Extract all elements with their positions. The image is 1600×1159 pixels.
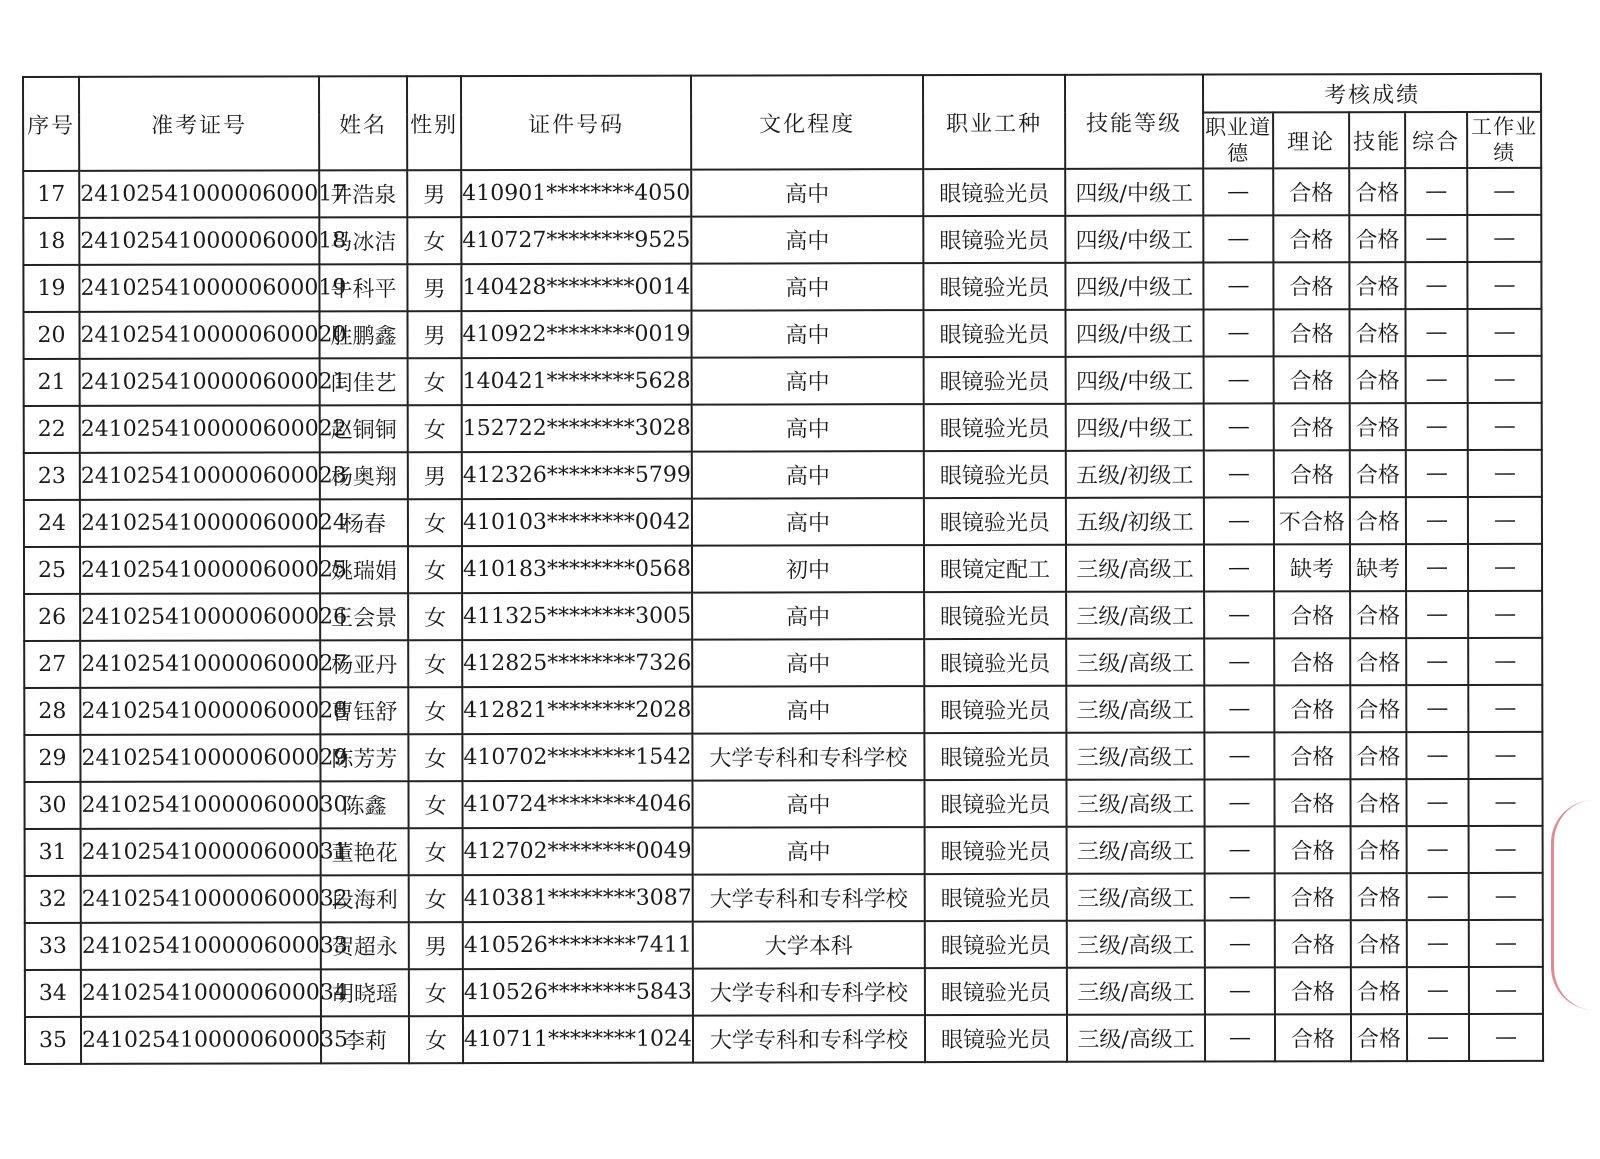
- cell-seq: 25: [24, 547, 80, 594]
- table-row: [25, 920, 1543, 970]
- header-name: 姓名: [319, 76, 407, 170]
- cell-skill: 合格: [1350, 638, 1406, 685]
- cell-occupation: 眼镜定配工: [924, 545, 1066, 592]
- cell-ethics: —: [1204, 450, 1274, 497]
- cell-gender: 男: [409, 922, 463, 969]
- cell-ethics: —: [1205, 920, 1275, 967]
- cell-skill: 合格: [1350, 356, 1406, 403]
- cell-skill: 合格: [1351, 1014, 1407, 1061]
- cell-theory: 合格: [1274, 450, 1350, 497]
- cell-skill-level: 三级/高级工: [1066, 733, 1204, 780]
- cell-exam-no: 2410254100000600017: [79, 170, 319, 218]
- cell-performance: —: [1469, 873, 1543, 920]
- cell-skill: 合格: [1350, 450, 1406, 497]
- cell-ethics: —: [1204, 732, 1274, 779]
- header-id-no: 证件号码: [461, 76, 691, 170]
- cell-performance: —: [1468, 544, 1542, 591]
- cell-skill: 缺考: [1350, 544, 1406, 591]
- table-row: [24, 779, 1542, 829]
- table-row: [24, 497, 1542, 547]
- cell-education: 大学本科: [693, 921, 925, 968]
- cell-education: 高中: [692, 639, 924, 686]
- cell-ethics: —: [1204, 497, 1274, 544]
- cell-id-no: 410103********0042: [462, 499, 692, 546]
- cell-gender: 男: [407, 264, 461, 311]
- cell-exam-no: 2410254100000600031: [81, 828, 321, 876]
- cell-seq: 18: [23, 218, 79, 265]
- cell-exam-no: 2410254100000600032: [81, 875, 321, 923]
- cell-education: 高中: [693, 827, 925, 874]
- cell-id-no: 410526********5843: [463, 969, 693, 1016]
- header-skill: 技能: [1349, 112, 1405, 168]
- cell-skill: 合格: [1351, 967, 1407, 1014]
- header-gender: 性别: [407, 76, 461, 170]
- cell-occupation: 眼镜验光员: [925, 1015, 1067, 1062]
- cell-skill-level: 四级/中级工: [1066, 404, 1204, 451]
- cell-overall: —: [1406, 685, 1468, 732]
- header-assessment: 考核成绩: [1203, 74, 1541, 113]
- header-overall: 综合: [1405, 112, 1467, 168]
- cell-theory: 合格: [1274, 638, 1350, 685]
- cell-education: 高中: [692, 498, 924, 545]
- cell-gender: 女: [408, 499, 462, 546]
- cell-performance: —: [1468, 450, 1542, 497]
- cell-overall: —: [1407, 920, 1469, 967]
- cell-education: 高中: [691, 263, 923, 310]
- cell-occupation: 眼镜验光员: [925, 968, 1067, 1015]
- cell-overall: —: [1407, 1014, 1469, 1061]
- cell-education: 高中: [692, 357, 924, 404]
- cell-seq: 27: [24, 641, 80, 688]
- cell-seq: 33: [25, 923, 81, 970]
- cell-ethics: —: [1205, 826, 1275, 873]
- cell-name: 董艳花: [321, 828, 409, 875]
- cell-exam-no: 2410254100000600029: [80, 734, 320, 782]
- cell-seq: 26: [24, 594, 80, 641]
- cell-overall: —: [1406, 403, 1468, 450]
- cell-overall: —: [1406, 544, 1468, 591]
- table-row: [24, 356, 1542, 406]
- cell-name: 杨春: [320, 499, 408, 546]
- cell-id-no: 140421********5628: [462, 358, 692, 405]
- table-row: [24, 544, 1542, 594]
- cell-overall: —: [1405, 309, 1467, 356]
- cell-id-no: 410724********4046: [462, 781, 692, 828]
- cell-name: 陈鑫: [320, 781, 408, 828]
- header-education: 文化程度: [691, 75, 923, 169]
- cell-ethics: —: [1204, 779, 1274, 826]
- cell-exam-no: 2410254100000600020: [79, 311, 319, 359]
- cell-gender: 女: [408, 687, 462, 734]
- cell-theory: 合格: [1273, 262, 1349, 309]
- cell-skill: 合格: [1350, 403, 1406, 450]
- cell-performance: —: [1468, 638, 1542, 685]
- cell-theory: 合格: [1275, 873, 1351, 920]
- cell-skill: 合格: [1351, 826, 1407, 873]
- cell-performance: —: [1467, 215, 1541, 262]
- cell-name: 贺超永: [321, 922, 409, 969]
- table-row: [25, 826, 1543, 876]
- header-theory: 理论: [1273, 112, 1349, 168]
- cell-skill-level: 四级/中级工: [1065, 216, 1203, 263]
- cell-exam-no: 2410254100000600025: [80, 546, 320, 594]
- cell-gender: 女: [409, 1016, 463, 1063]
- cell-overall: —: [1406, 356, 1468, 403]
- cell-overall: —: [1406, 497, 1468, 544]
- cell-gender: 女: [408, 405, 462, 452]
- cell-performance: —: [1468, 403, 1542, 450]
- cell-theory: 合格: [1274, 356, 1350, 403]
- cell-performance: —: [1467, 309, 1541, 356]
- cell-seq: 19: [23, 265, 79, 312]
- cell-overall: —: [1405, 215, 1467, 262]
- cell-education: 高中: [692, 686, 924, 733]
- cell-occupation: 眼镜验光员: [923, 216, 1065, 263]
- cell-occupation: 眼镜验光员: [924, 780, 1066, 827]
- table-row: [24, 591, 1542, 641]
- cell-name: 曹钰舒: [320, 687, 408, 734]
- cell-gender: 女: [408, 781, 462, 828]
- cell-seq: 29: [24, 735, 80, 782]
- cell-skill: 合格: [1351, 920, 1407, 967]
- cell-skill: 合格: [1349, 262, 1405, 309]
- cell-overall: —: [1406, 591, 1468, 638]
- cell-gender: 女: [409, 875, 463, 922]
- cell-skill-level: 三级/高级工: [1067, 968, 1205, 1015]
- cell-name: 王会景: [320, 593, 408, 640]
- cell-name: 杨奥翔: [320, 452, 408, 499]
- cell-name: 马冰洁: [319, 217, 407, 264]
- cell-skill: 合格: [1350, 497, 1406, 544]
- cell-skill: 合格: [1350, 591, 1406, 638]
- table-row: [24, 450, 1542, 500]
- cell-occupation: 眼镜验光员: [924, 733, 1066, 780]
- header-ethics: 职业道德: [1203, 112, 1273, 168]
- cell-occupation: 眼镜验光员: [925, 827, 1067, 874]
- cell-name: 陈芳芳: [320, 734, 408, 781]
- cell-seq: 17: [23, 171, 79, 218]
- cell-exam-no: 2410254100000600030: [80, 781, 320, 829]
- cell-performance: —: [1468, 779, 1542, 826]
- header-seq: 序号: [23, 77, 79, 171]
- cell-theory: 合格: [1273, 215, 1349, 262]
- cell-performance: —: [1469, 967, 1543, 1014]
- cell-skill-level: 三级/高级工: [1066, 639, 1204, 686]
- cell-occupation: 眼镜验光员: [923, 169, 1065, 216]
- cell-name: 牛科平: [319, 264, 407, 311]
- cell-exam-no: 2410254100000600028: [80, 687, 320, 735]
- cell-skill: 合格: [1349, 168, 1405, 215]
- cell-exam-no: 2410254100000600023: [80, 452, 320, 500]
- table-row: [25, 873, 1543, 923]
- cell-performance: —: [1468, 685, 1542, 732]
- table-row: [24, 403, 1542, 453]
- cell-gender: 女: [408, 358, 462, 405]
- cell-overall: —: [1407, 967, 1469, 1014]
- cell-performance: —: [1469, 920, 1543, 967]
- header-performance: 工作业绩: [1467, 112, 1541, 168]
- cell-name: 赵铜铜: [320, 405, 408, 452]
- cell-gender: 女: [409, 828, 463, 875]
- cell-exam-no: 2410254100000600019: [79, 264, 319, 312]
- cell-ethics: —: [1205, 1014, 1275, 1061]
- cell-gender: 男: [408, 452, 462, 499]
- cell-occupation: 眼镜验光员: [923, 263, 1065, 310]
- cell-theory: 合格: [1275, 967, 1351, 1014]
- cell-ethics: —: [1205, 967, 1275, 1014]
- cell-occupation: 眼镜验光员: [924, 498, 1066, 545]
- cell-skill-level: 三级/高级工: [1066, 686, 1204, 733]
- cell-name: 姚瑞娟: [320, 546, 408, 593]
- cell-ethics: —: [1203, 215, 1273, 262]
- cell-name: 胜鹏鑫: [319, 311, 407, 358]
- cell-education: 高中: [692, 592, 924, 639]
- cell-exam-no: 2410254100000600033: [81, 922, 321, 970]
- cell-theory: 缺考: [1274, 544, 1350, 591]
- cell-education: 高中: [692, 404, 924, 451]
- cell-overall: —: [1406, 638, 1468, 685]
- table-row: [23, 168, 1541, 218]
- cell-ethics: —: [1204, 403, 1274, 450]
- cell-id-no: 152722********3028: [462, 405, 692, 452]
- cell-seq: 22: [24, 406, 80, 453]
- cell-name: 井浩泉: [319, 170, 407, 217]
- cell-theory: 合格: [1273, 168, 1349, 215]
- cell-occupation: 眼镜验光员: [925, 874, 1067, 921]
- cell-education: 大学专科和专科学校: [693, 1015, 925, 1062]
- cell-name: 李莉: [321, 1016, 409, 1063]
- cell-overall: —: [1407, 873, 1469, 920]
- table-row: [24, 638, 1542, 688]
- cell-education: 高中: [691, 216, 923, 263]
- table-row: [23, 215, 1541, 265]
- cell-overall: —: [1406, 779, 1468, 826]
- cell-skill-level: 三级/高级工: [1067, 874, 1205, 921]
- cell-skill: 合格: [1349, 309, 1405, 356]
- cell-exam-no: 2410254100000600034: [81, 969, 321, 1017]
- cell-education: 高中: [691, 310, 923, 357]
- cell-overall: —: [1405, 168, 1467, 215]
- cell-occupation: 眼镜验光员: [924, 357, 1066, 404]
- cell-occupation: 眼镜验光员: [925, 921, 1067, 968]
- cell-performance: —: [1467, 262, 1541, 309]
- cell-skill-level: 四级/中级工: [1065, 263, 1203, 310]
- table-row: [24, 685, 1542, 735]
- header-skill-level: 技能等级: [1065, 75, 1203, 169]
- cell-education: 高中: [692, 780, 924, 827]
- cell-education: 大学专科和专科学校: [692, 733, 924, 780]
- cell-id-no: 410381********3087: [463, 875, 693, 922]
- cell-occupation: 眼镜验光员: [924, 451, 1066, 498]
- cell-gender: 女: [408, 593, 462, 640]
- cell-seq: 32: [25, 876, 81, 923]
- table-row: [25, 1014, 1543, 1064]
- cell-name: 杨亚丹: [320, 640, 408, 687]
- cell-id-no: 140428********0014: [461, 264, 691, 311]
- cell-id-no: 412825********7326: [462, 640, 692, 687]
- cell-skill-level: 四级/中级工: [1065, 169, 1203, 216]
- cell-skill: 合格: [1349, 215, 1405, 262]
- cell-id-no: 410526********7411: [463, 922, 693, 969]
- cell-seq: 28: [24, 688, 80, 735]
- cell-education: 初中: [692, 545, 924, 592]
- cell-id-no: 412702********0049: [463, 828, 693, 875]
- cell-exam-no: 2410254100000600024: [80, 499, 320, 547]
- cell-occupation: 眼镜验光员: [924, 639, 1066, 686]
- table-row: [23, 262, 1541, 312]
- cell-exam-no: 2410254100000600026: [80, 593, 320, 641]
- results-table: [22, 73, 1544, 1065]
- cell-exam-no: 2410254100000600021: [80, 358, 320, 406]
- cell-ethics: —: [1204, 685, 1274, 732]
- cell-id-no: 410922********0019: [461, 311, 691, 358]
- cell-skill-level: 三级/高级工: [1066, 592, 1204, 639]
- cell-ethics: —: [1204, 544, 1274, 591]
- cell-ethics: —: [1204, 356, 1274, 403]
- cell-occupation: 眼镜验光员: [924, 404, 1066, 451]
- cell-gender: 男: [407, 170, 461, 217]
- cell-education: 大学专科和专科学校: [693, 874, 925, 921]
- table-header: [23, 74, 1541, 171]
- cell-skill-level: 三级/高级工: [1066, 545, 1204, 592]
- cell-skill-level: 三级/高级工: [1067, 921, 1205, 968]
- cell-id-no: 412326********5799: [462, 452, 692, 499]
- cell-performance: —: [1467, 168, 1541, 215]
- cell-id-no: 412821********2028: [462, 687, 692, 734]
- cell-id-no: 410183********0568: [462, 546, 692, 593]
- red-seal-stamp: [1551, 800, 1594, 1010]
- cell-id-no: 410901********4050: [461, 170, 691, 217]
- cell-seq: 35: [25, 1017, 81, 1064]
- cell-id-no: 410702********1542: [462, 734, 692, 781]
- cell-education: 高中: [691, 169, 923, 216]
- cell-exam-no: 2410254100000600022: [80, 405, 320, 453]
- cell-ethics: —: [1203, 262, 1273, 309]
- table-row: [24, 732, 1542, 782]
- cell-seq: 24: [24, 500, 80, 547]
- cell-performance: —: [1468, 497, 1542, 544]
- cell-name: 闫佳艺: [320, 358, 408, 405]
- cell-exam-no: 2410254100000600018: [79, 217, 319, 265]
- cell-seq: 34: [25, 970, 81, 1017]
- cell-theory: 合格: [1275, 920, 1351, 967]
- cell-overall: —: [1405, 262, 1467, 309]
- cell-performance: —: [1469, 1014, 1543, 1061]
- header-occupation: 职业工种: [923, 75, 1065, 169]
- cell-ethics: —: [1205, 873, 1275, 920]
- cell-theory: 合格: [1274, 403, 1350, 450]
- cell-skill: 合格: [1350, 732, 1406, 779]
- cell-gender: 男: [407, 311, 461, 358]
- cell-skill-level: 四级/中级工: [1066, 357, 1204, 404]
- cell-skill-level: 三级/高级工: [1067, 1015, 1205, 1062]
- cell-gender: 女: [409, 969, 463, 1016]
- cell-skill: 合格: [1350, 779, 1406, 826]
- cell-education: 大学专科和专科学校: [693, 968, 925, 1015]
- cell-ethics: —: [1204, 591, 1274, 638]
- cell-skill-level: 五级/初级工: [1066, 451, 1204, 498]
- cell-overall: —: [1406, 732, 1468, 779]
- cell-skill: 合格: [1351, 873, 1407, 920]
- cell-theory: 合格: [1274, 732, 1350, 779]
- cell-ethics: —: [1203, 168, 1273, 215]
- cell-theory: 合格: [1273, 309, 1349, 356]
- cell-gender: 女: [407, 217, 461, 264]
- cell-seq: 21: [24, 359, 80, 406]
- cell-performance: —: [1469, 826, 1543, 873]
- cell-seq: 20: [23, 312, 79, 359]
- cell-gender: 女: [408, 546, 462, 593]
- cell-theory: 合格: [1275, 826, 1351, 873]
- cell-ethics: —: [1204, 638, 1274, 685]
- cell-performance: —: [1468, 591, 1542, 638]
- cell-education: 高中: [692, 451, 924, 498]
- cell-id-no: 410711********1024: [463, 1016, 693, 1063]
- cell-seq: 30: [24, 782, 80, 829]
- table-row: [25, 967, 1543, 1017]
- cell-overall: —: [1406, 450, 1468, 497]
- cell-theory: 合格: [1275, 1014, 1351, 1061]
- cell-theory: 不合格: [1274, 497, 1350, 544]
- cell-seq: 31: [25, 829, 81, 876]
- cell-seq: 23: [24, 453, 80, 500]
- cell-theory: 合格: [1274, 591, 1350, 638]
- cell-name: 段海利: [321, 875, 409, 922]
- cell-exam-no: 2410254100000600035: [81, 1016, 321, 1064]
- cell-performance: —: [1468, 356, 1542, 403]
- table-row: [23, 309, 1541, 359]
- cell-ethics: —: [1203, 309, 1273, 356]
- table-body: [23, 168, 1543, 1064]
- cell-occupation: 眼镜验光员: [923, 310, 1065, 357]
- cell-skill-level: 三级/高级工: [1067, 827, 1205, 874]
- cell-theory: 合格: [1274, 685, 1350, 732]
- cell-occupation: 眼镜验光员: [924, 686, 1066, 733]
- header-exam-no: 准考证号: [79, 76, 319, 171]
- cell-exam-no: 2410254100000600027: [80, 640, 320, 688]
- cell-skill-level: 三级/高级工: [1066, 780, 1204, 827]
- cell-skill-level: 五级/初级工: [1066, 498, 1204, 545]
- cell-gender: 女: [408, 640, 462, 687]
- cell-occupation: 眼镜验光员: [924, 592, 1066, 639]
- cell-overall: —: [1407, 826, 1469, 873]
- cell-skill: 合格: [1350, 685, 1406, 732]
- cell-id-no: 411325********3005: [462, 593, 692, 640]
- cell-theory: 合格: [1274, 779, 1350, 826]
- cell-id-no: 410727********9525: [461, 217, 691, 264]
- cell-skill-level: 四级/中级工: [1065, 310, 1203, 357]
- cell-gender: 女: [408, 734, 462, 781]
- cell-name: 胡晓瑶: [321, 969, 409, 1016]
- cell-performance: —: [1468, 732, 1542, 779]
